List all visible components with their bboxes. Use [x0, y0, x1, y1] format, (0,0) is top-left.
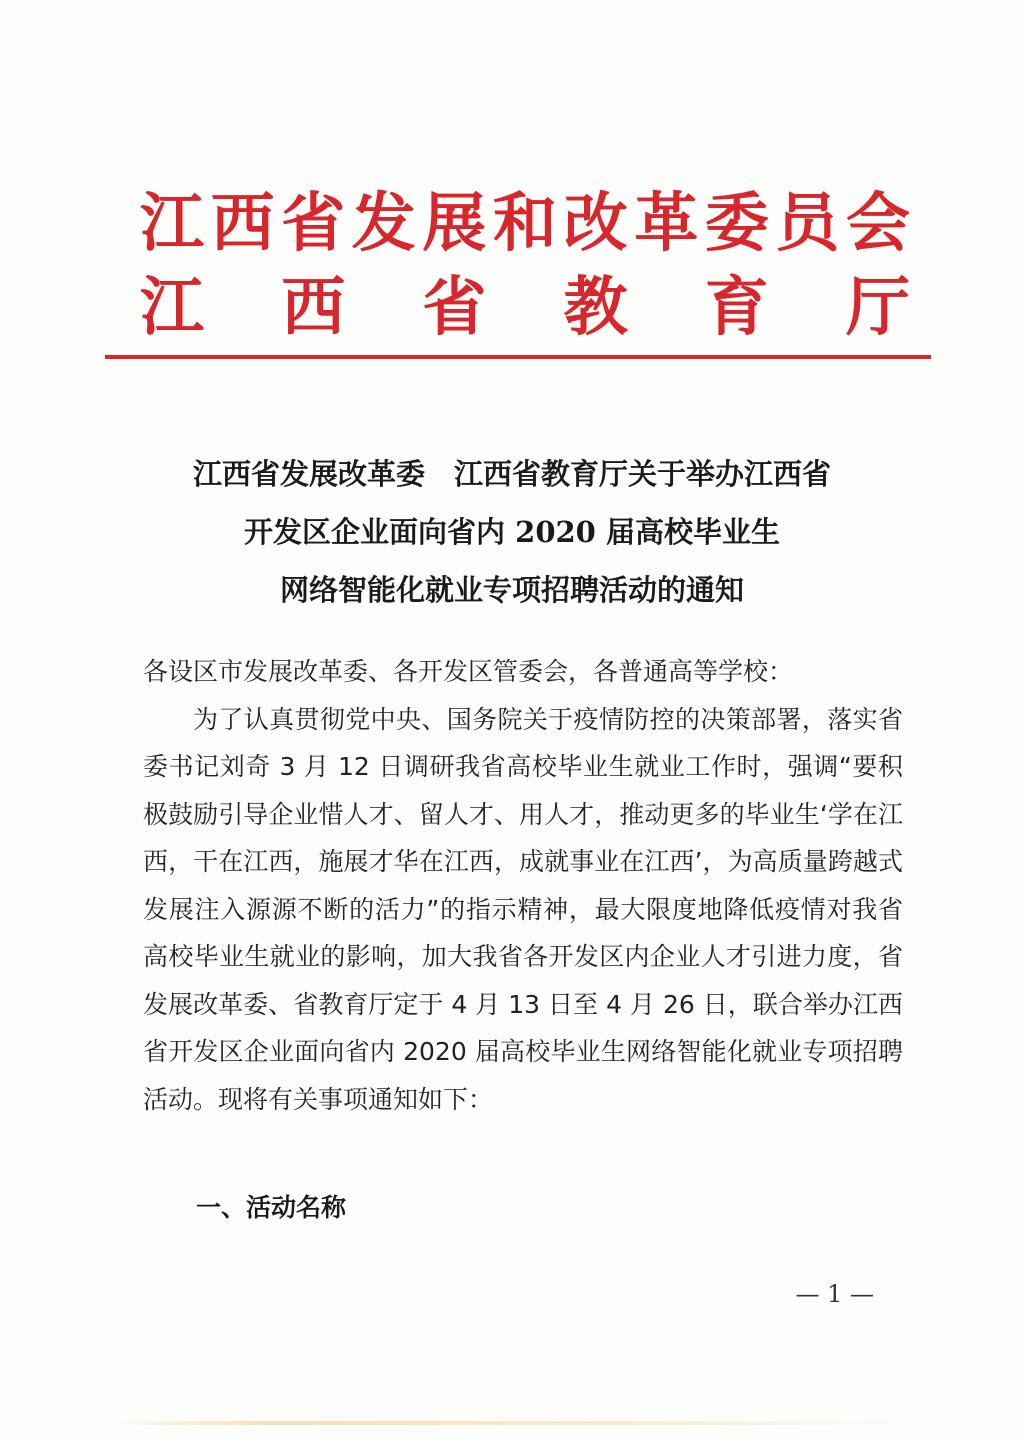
section-heading-1: 一、活动名称: [196, 1193, 347, 1222]
body-paragraph-1: 为了认真贯彻党中央、国务院关于疫情防控的决策部署，落实省委书记刘奇 3 月 12 日调研我省高校毕业生就业工作时，强调“要积极鼓励引导企业惜人才、留人才、用人才，推动更多的毕业生‘学在江西，干在江西，施展才华在江西，成就事业在江西’，为高质量跨越式发展注入源源不断的活力”的指示精神，最大限度地降低疫情对我省高校毕业生就业的影响，加大我省各开发区内企业人才引进力度，省发展改革委、省教育厅定于 4 月 13 日至 4 月 26 日，联合举办江西省开发区企业面向省内 2020 届高校毕业生网络智能化就业专项招聘活动。现将有关事项通知如下：: [143, 704, 903, 1114]
title-line-3: 网络智能化就业专项招聘活动的通知: [279, 573, 744, 607]
page-number: — 1 —: [795, 1280, 874, 1308]
letterhead-red-rule: [105, 355, 931, 359]
document-body: [143, 648, 903, 1123]
title-line-1: 江西省发展改革委 江西省教育厅关于举办江西省: [192, 457, 831, 491]
title-line-2: 开发区企业面向省内 2020 届高校毕业生: [244, 515, 780, 549]
letterhead-line-1: 江西省发展和改革委员会: [140, 187, 910, 261]
scan-edge-mark: [110, 1421, 910, 1425]
letterhead-line-2: 江 西 省 教 育 厅: [140, 271, 910, 345]
document-title: [100, 445, 924, 619]
salutation: 各设区市发展改革委、各开发区管委会，各普通高等学校：: [143, 657, 794, 686]
